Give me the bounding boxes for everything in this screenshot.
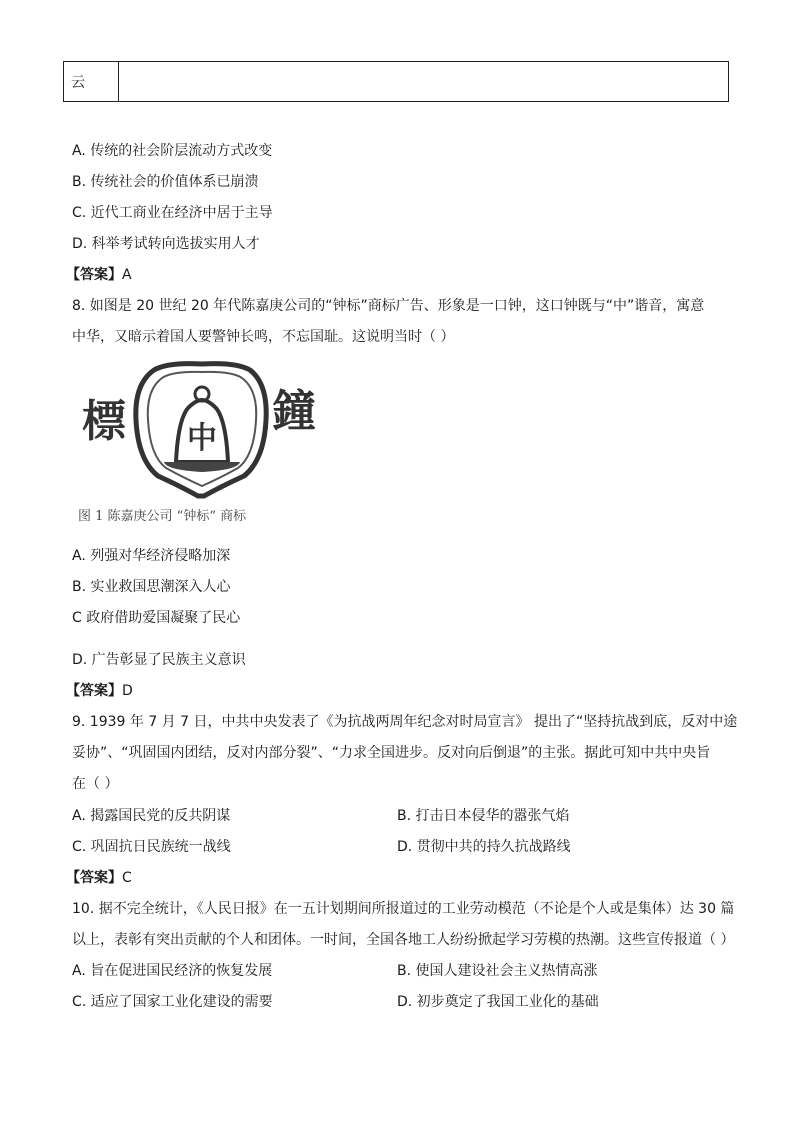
figure-caption: 图 1 陈嘉庚公司 “钟标” 商标 bbox=[78, 509, 247, 524]
q8-option-a: A. 列强对华经济侵略加深 bbox=[72, 548, 231, 564]
q10-option-c: C. 适应了国家工业化建设的需要 bbox=[72, 994, 273, 1010]
q8-stem-line2: 中华，又暗示着国人要警钟长鸣，不忘国耻。这说明当时（ ） bbox=[72, 329, 455, 345]
q10-option-a: A. 旨在促进国民经济的恢复发展 bbox=[72, 963, 273, 979]
q10-stem-line1: 10. 据不完全统计，《人民日报》在一五计划期间所报道过的工业劳动模范（不论是个人或是集体）达 30 篇 bbox=[72, 901, 735, 917]
trademark-left-char: 標 bbox=[82, 396, 126, 447]
q9-stem-line1: 9. 1939 年 7 月 7 日，中共中央发表了《为抗战两周年纪念对时局宣言》 提出了“坚持抗战到底，反对中途 bbox=[72, 714, 738, 730]
bell-rim bbox=[164, 462, 240, 472]
q7-option-b: B. 传统社会的价值体系已崩溃 bbox=[72, 174, 259, 190]
q7-option-a: A. 传统的社会阶层流动方式改变 bbox=[72, 143, 273, 159]
q8-option-c: C 政府借助爱国凝聚了民心 bbox=[72, 610, 241, 626]
q9-stem-line3: 在（ ） bbox=[72, 776, 119, 792]
bell-center-char: 中 bbox=[187, 421, 217, 456]
q7-answer: 【答案】A bbox=[66, 267, 132, 283]
q10-option-b: B. 使国人建设社会主义热情高涨 bbox=[397, 963, 598, 979]
q7-option-d: D. 科举考试转向选拔实用人才 bbox=[72, 236, 260, 252]
q9-option-a: A. 揭露国民党的反共阴谋 bbox=[72, 808, 231, 824]
table-cell-label bbox=[64, 62, 119, 101]
table-fragment bbox=[63, 61, 729, 102]
q9-option-b: B. 打击日本侵华的嚣张气焰 bbox=[397, 808, 570, 824]
q8-stem-line1: 8. 如图是 20 世纪 20 年代陈嘉庚公司的“钟标”商标广告、形象是一口钟，这口钟既与“中”谐音，寓意 bbox=[72, 298, 705, 314]
q8-option-b: B. 实业救国思潮深入人心 bbox=[72, 579, 231, 595]
bell-trademark-figure bbox=[72, 358, 332, 530]
q10-stem-line2: 以上，表彰有突出贡献的个人和团体。一时间，全国各地工人纷纷掀起学习劳模的热潮。这些宣传报道（ ） bbox=[72, 932, 735, 948]
q8-option-d: D. 广告彰显了民族主义意识 bbox=[72, 652, 246, 668]
table-cell-text: 云 bbox=[71, 75, 85, 91]
bell-trademark-image bbox=[72, 358, 332, 530]
trademark-right-char: 鐘 bbox=[272, 386, 316, 437]
q10-option-d: D. 初步奠定了我国工业化的基础 bbox=[397, 994, 599, 1010]
q9-option-c: C. 巩固抗日民族统一战线 bbox=[72, 839, 231, 855]
q9-stem-line2: 妥协”、“巩固国内团结，反对内部分裂”、“力求全国进步。反对向后倒退”的主张。据此可知中共中央旨 bbox=[72, 745, 711, 761]
q8-answer: 【答案】D bbox=[66, 683, 133, 699]
q9-option-d: D. 贯彻中共的持久抗战路线 bbox=[397, 839, 571, 855]
q9-answer: 【答案】C bbox=[66, 870, 132, 886]
q7-option-c: C. 近代工商业在经济中居于主导 bbox=[72, 205, 273, 221]
